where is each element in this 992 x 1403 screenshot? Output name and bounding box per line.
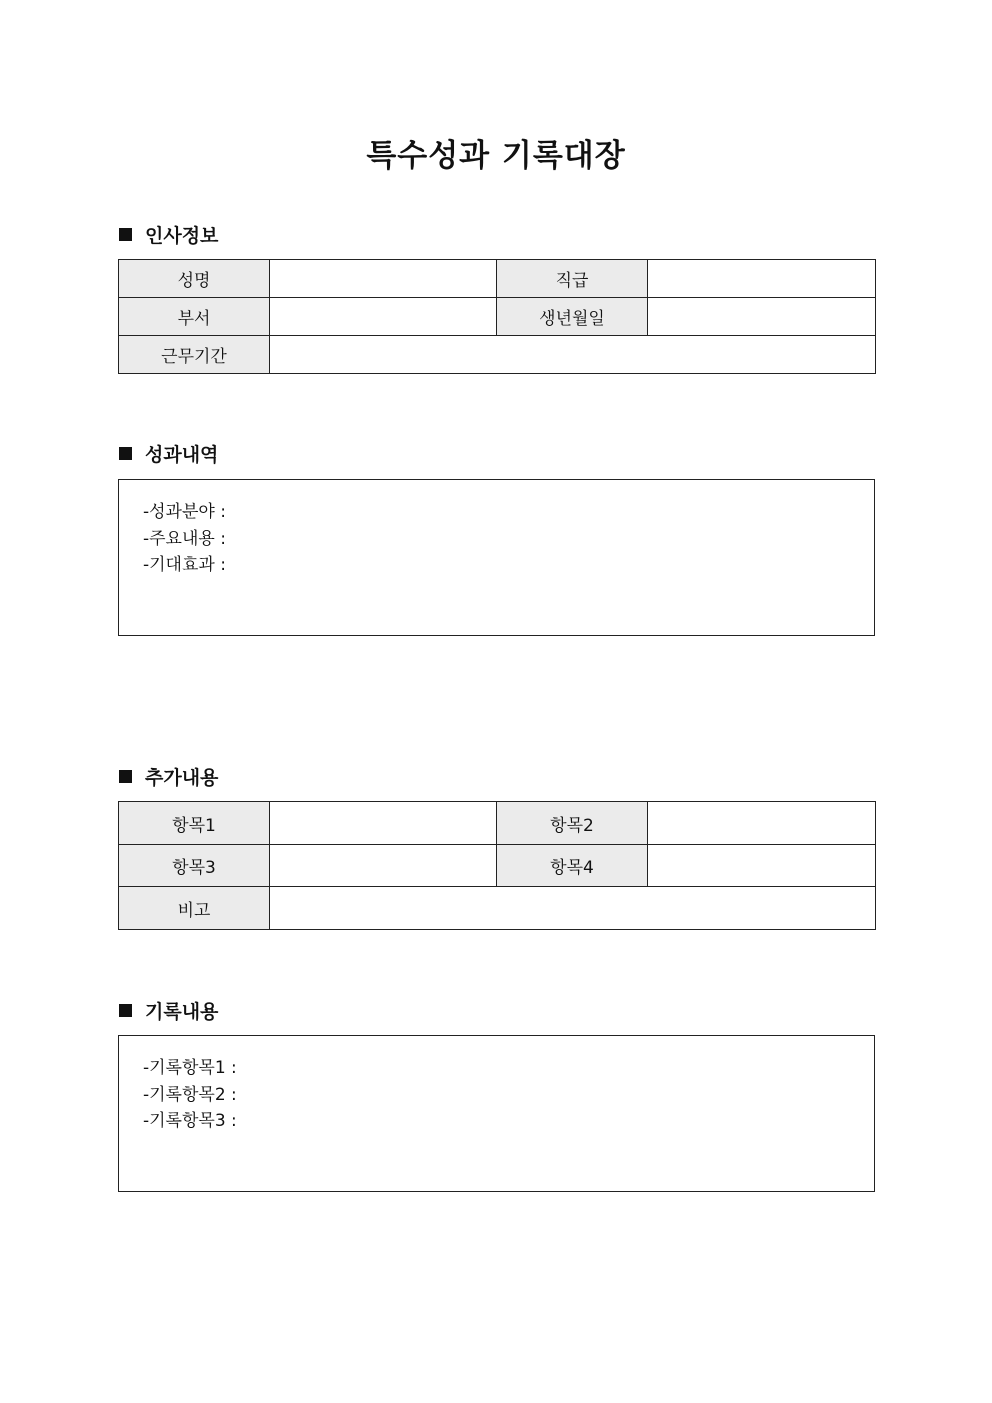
item1-field[interactable] [270,802,497,845]
name-label: 성명 [119,260,270,298]
birthdate-label: 생년월일 [497,298,648,336]
performance-text-box[interactable] [118,479,875,636]
remarks-field[interactable] [270,887,876,930]
performance-line-content: -주요내용 : [143,528,226,549]
item2-field[interactable] [648,802,876,845]
performance-line-field: -성과분야 : [143,502,226,522]
section-title: 인사정보 [145,224,219,247]
performance-line-effect: -기대효과 : [143,555,226,575]
work-period-field[interactable] [270,336,876,374]
record-line-1: -기록항목1 : [143,1058,237,1078]
position-field[interactable] [648,260,876,298]
square-bullet-icon [119,770,132,783]
square-bullet-icon [119,1004,132,1017]
name-field[interactable] [270,260,497,298]
remarks-label: 비고 [119,887,270,930]
section-title: 추가내용 [145,766,219,789]
item4-label: 항목4 [497,845,648,887]
item4-field[interactable] [648,845,876,887]
personnel-table [118,259,876,374]
additional-table [118,801,876,930]
record-line-2: -기록항목2 : [143,1084,237,1105]
section-heading-personnel [119,222,218,246]
section-title: 기록내용 [145,1000,219,1023]
section-heading-performance [119,441,218,465]
item1-label: 항목1 [119,802,270,845]
department-field[interactable] [270,298,497,336]
record-line-3: -기록항목3 : [143,1111,237,1131]
work-period-label: 근무기간 [119,336,270,374]
page-title: 특수성과 기록대장 [366,138,626,174]
department-label: 부서 [119,298,270,336]
section-title: 성과내역 [145,443,219,466]
item3-field[interactable] [270,845,497,887]
item2-label: 항목2 [497,802,648,845]
item3-label: 항목3 [119,845,270,887]
square-bullet-icon [119,228,132,241]
section-heading-records [119,998,218,1022]
section-heading-additional [119,764,218,788]
birthdate-field[interactable] [648,298,876,336]
square-bullet-icon [119,447,132,460]
records-text-box[interactable] [118,1035,875,1192]
position-label: 직급 [497,260,648,298]
